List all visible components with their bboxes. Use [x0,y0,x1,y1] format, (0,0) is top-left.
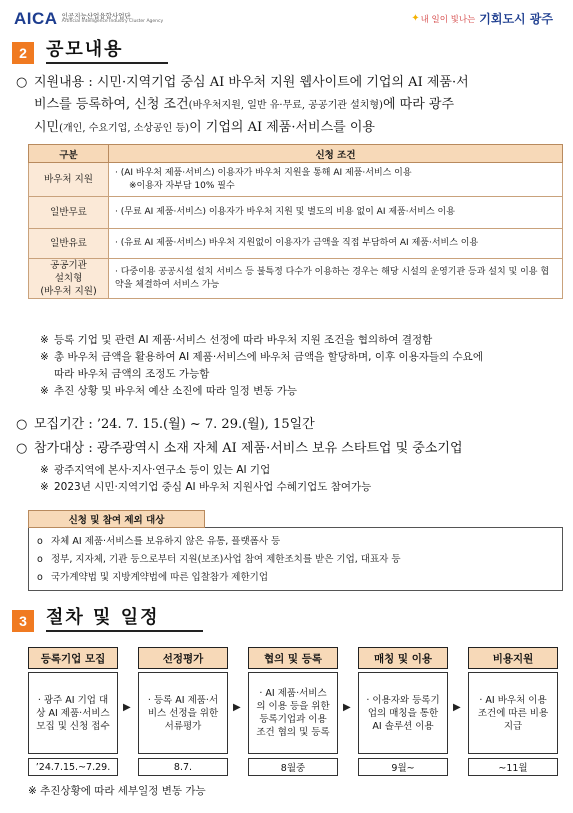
section-2-title: 공모내용 [46,38,168,64]
aica-logo-sub-en: Artificial Intelligence Industry Cluster Agency [61,19,164,25]
schedule-footnote: ※ 추진상황에 따라 세부일정 변동 가능 [28,785,206,797]
section-3-title: 절차 및 일정 [46,606,203,632]
arrow-right-icon: ▶ [123,702,131,713]
gwangju-logo [411,10,553,27]
section-3-heading [12,606,203,632]
note-item: ※ 2023년 시민·지역기업 중심 AI 바우처 지원사업 수혜기업도 참여가능 [40,481,372,493]
table-row: 공공기관 설치형 (바우처 지원) · 다중이용 공공시설 설치 서비스 등 불특정 다수가 이용하는 경우는 해당 시설의 운영기관 등과 설치 및 이용 협약을 체결하여 서비스 가능 [29,259,563,299]
section-2-number: 2 [12,42,34,64]
exclusion-title: 신청 및 참여 제외 대상 [28,510,205,528]
target-notes [40,462,565,496]
list-item: o 국가계약법 및 지방계약법에 따른 입찰참가 제한기업 [37,572,268,583]
step-matching: 매칭 및 이용 · 이용자와 등록기업의 매칭을 통한 AI 솔루션 이용 9월~ [358,647,448,776]
exclusion-box [28,527,563,591]
table-row: 일반유료 · (유료 AI 제품·서비스) 바우처 지원없이 이용자가 금액을 직접 부담하여 AI 제품·서비스 이용 [29,229,563,259]
list-item: o 자체 AI 제품·서비스를 보유하지 않은 유통, 플랫폼사 등 [37,536,281,547]
participation-target: ○ 참가대상 : 광주광역시 소재 자체 AI 제품·서비스 보유 스타트업 및 중소기업 [16,441,463,456]
aica-logo-text: AICA [14,9,58,28]
arrow-right-icon: ▶ [343,702,351,713]
note-item: ※ 등록 기업 및 관련 AI 제품·서비스 선정에 따라 바우처 지원 조건을 협의하여 결정함 [40,334,433,346]
section-2-heading [12,38,168,64]
table-header-category: 구분 [29,145,109,163]
table-notes [40,332,565,400]
note-item: ※ 광주지역에 본사·지사·연구소 등이 있는 AI 기업 [40,464,271,476]
aica-logo-sub-kr: 인공지능산업융합사업단 [61,12,131,21]
step-registration: 협의 및 등록 · AI 제품·서비스의 이용 등을 위한 등록기업과 이용 조건 협의 및 등록 8월중 [248,647,338,776]
step-recruit: 등록기업 모집 · 광주 AI 기업 대상 AI 제품·서비스 모집 및 신청 접수 ’24.7.15.~7.29. [28,647,118,776]
support-line-1: 지원내용 : 시민·지역기업 중심 AI 바우처 지원 웹사이트에 기업의 AI 제품·서 [34,75,469,90]
step-cost-support: 비용지원 · AI 바우처 이용 조건에 따른 비용 지급 ~11월 [468,647,558,776]
note-item: 따라 바우처 금액의 조정도 가능함 [54,368,210,380]
aica-logo [14,9,163,29]
arrow-right-icon: ▶ [453,702,461,713]
table-row: 바우처 지원 · (AI 바우처 제품·서비스) 이용자가 바우처 지원을 통해 AI 제품·서비스 이용 ※이용자 자부담 10% 필수 [29,163,563,197]
table-row: 일반무료 · (무료 AI 제품·서비스) 이용자가 바우처 지원 및 별도의 비용 없이 AI 제품·서비스 이용 [29,197,563,229]
procedure-flow [28,647,568,777]
section-3-number: 3 [12,610,34,632]
note-item: ※ 총 바우처 금액을 활용하여 AI 제품·서비스에 바우처 금액을 할당하며, 이후 이용자들의 수요에 [40,351,483,363]
arrow-right-icon: ▶ [233,702,241,713]
list-item: o 정부, 지자체, 기관 등으로부터 지원(보조)사업 참여 제한조치를 받은 기업, 대표자 등 [37,554,401,565]
note-item: ※ 추진 상황 및 바우처 예산 소진에 따라 일정 변동 가능 [40,385,298,397]
support-content: ○ 지원내용 : 시민·지역기업 중심 AI 바우처 지원 웹사이트에 기업의 AI 제품·서 비스를 등록하여, 신청 조건(바우처지원, 일반 유·무료, 공공기관 설치형)에 따라 광주 시민(개인, 수요기업, 소상공인 등)이 기업의 AI 제품·서비스를 이용 [16,75,469,135]
gwangju-slogan: 내 일이 빛나는 [420,14,476,25]
star-icon: ✦ [411,13,420,24]
conditions-table [28,144,563,299]
step-evaluation: 선정평가 · 등록 AI 제품·서비스 선정을 위한 서류평가 8.7. [138,647,228,776]
page-header [0,0,573,34]
recruit-period: ○ 모집기간 : ’24. 7. 15.(월) ~ 7. 29.(월), 15일간 [16,417,315,432]
gwangju-city-name: 기회도시 광주 [479,12,553,26]
table-header-condition: 신청 조건 [109,145,563,163]
table-header-row [29,145,563,163]
